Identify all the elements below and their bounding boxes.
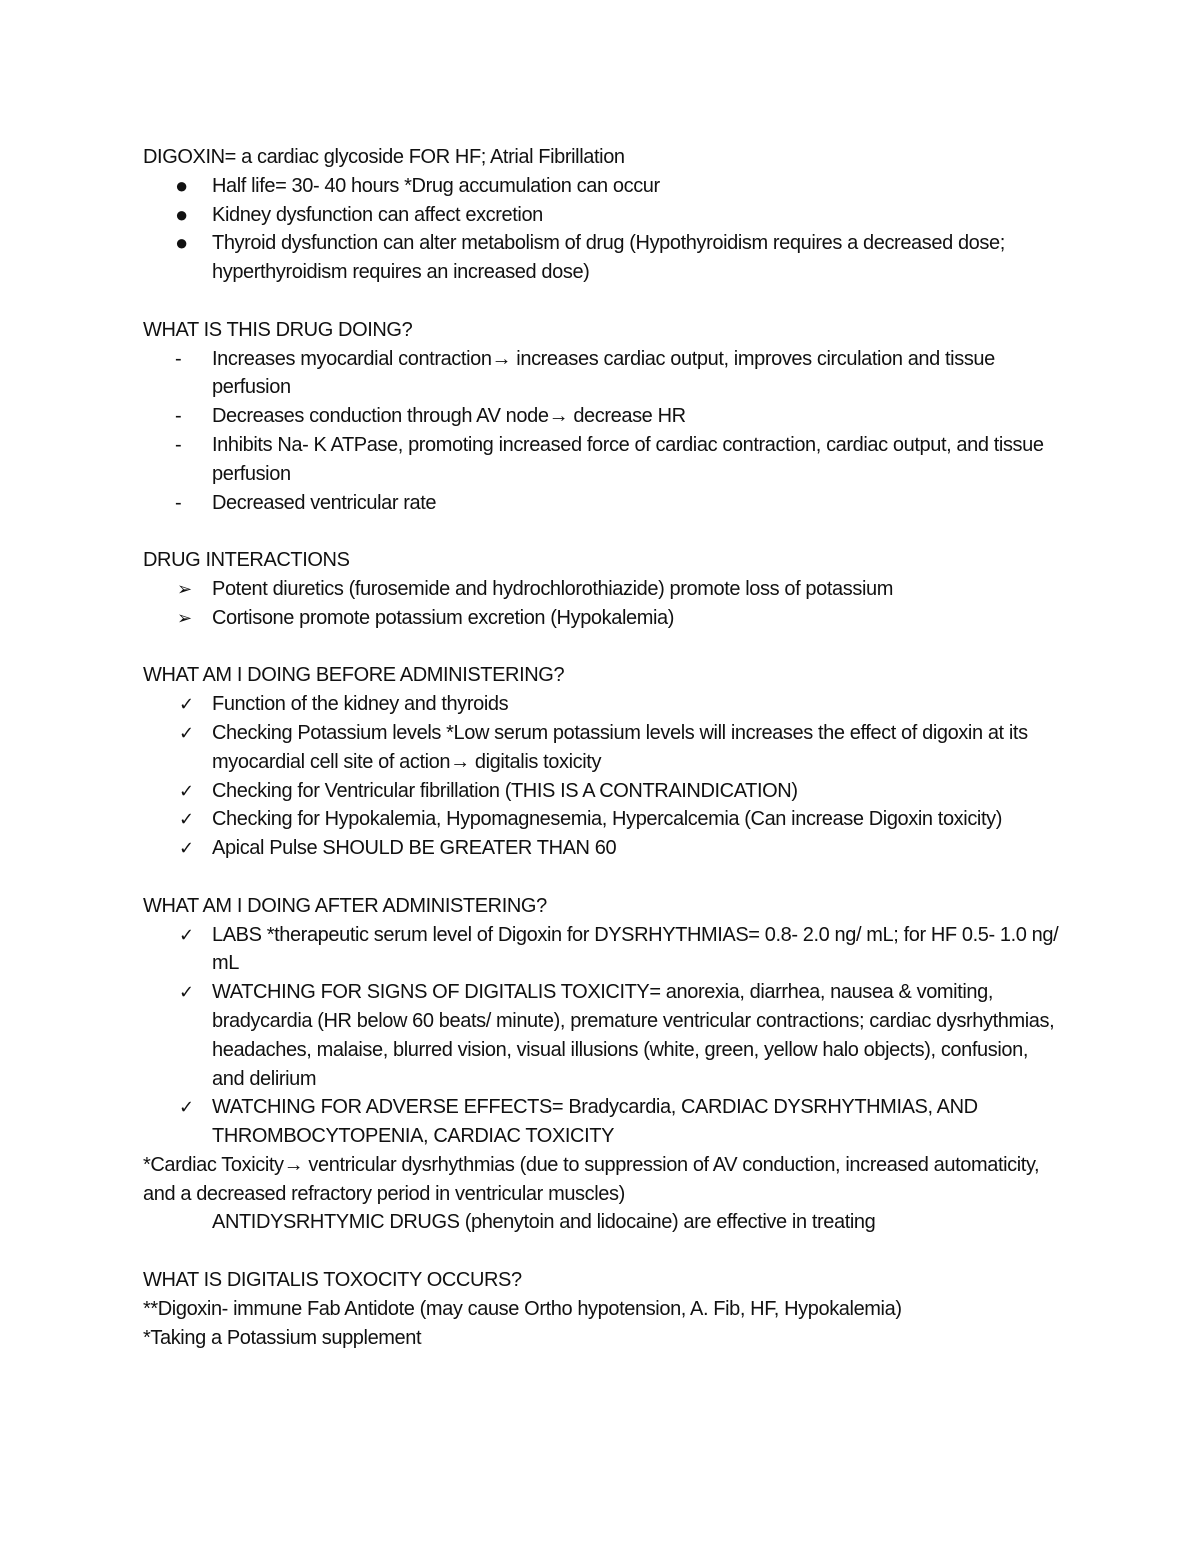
spacer (143, 633, 1063, 662)
list-item (143, 402, 1063, 431)
toxicity-line: **Digoxin- immune Fab Antidote (may cause Ortho hypotension, A. Fib, HF, Hypokalemia) (143, 1297, 902, 1320)
list-item (143, 690, 1063, 719)
checkmark-icon: ✓ (179, 722, 194, 743)
list-item-text: Checking for Ventricular fibrillation (THIS IS A CONTRAINDICATION) (212, 779, 798, 802)
checkmark-icon: ✓ (179, 694, 194, 715)
list-item-text: Decreased ventricular rate (212, 491, 437, 514)
arrowhead-bullet-icon: ➢ (177, 607, 192, 628)
bullet-dot-icon: ● (175, 230, 188, 256)
list-item (143, 719, 1063, 777)
list-item-text: Decreases conduction through AV node→ decrease HR (212, 405, 686, 428)
toxicity-line: *Taking a Potassium supplement (143, 1326, 422, 1349)
document-page (143, 143, 1063, 1352)
list-item-text: Inhibits Na- K ATPase, promoting increased force of cardiac contraction, cardiac output, and tissue perfusion (212, 433, 1044, 485)
section-heading: WHAT AM I DOING AFTER ADMINISTERING? (143, 894, 547, 917)
section-heading: WHAT IS THIS DRUG DOING? (143, 318, 413, 341)
cardiac-toxicity-note: *Cardiac Toxicity→ ventricular dysrhythmias (due to suppression of AV conduction, increased automaticity, and a decreased refractory period in ventricular muscles) (143, 1153, 1040, 1205)
list-item (143, 575, 1063, 604)
checkmark-icon: ✓ (179, 838, 194, 859)
section-heading: WHAT AM I DOING BEFORE ADMINISTERING? (143, 664, 565, 687)
checkmark-icon: ✓ (179, 924, 194, 945)
list-item-text: Checking Potassium levels *Low serum potassium levels will increases the effect of digoxin at its myocardial cell site of action→ digitalis toxicity (212, 721, 1028, 773)
list-item (143, 604, 1063, 633)
dash-bullet-icon: - (175, 347, 182, 370)
arrowhead-bullet-icon: ➢ (177, 578, 192, 599)
list-item (143, 834, 1063, 863)
list-item-text: WATCHING FOR SIGNS OF DIGITALIS TOXICITY= anorexia, diarrhea, nausea & vomiting, bradycardia (HR below 60 beats/ minute), premature ventricular contractions; cardiac dysrhythmias, headaches, malaise, blurred vision, visual illusions (white, green, yellow halo objects), confusion, and delirium (212, 981, 1055, 1090)
list-item-text: Function of the kidney and thyroids (212, 693, 509, 716)
checkmark-icon: ✓ (179, 982, 194, 1003)
bullet-dot-icon: ● (175, 201, 188, 227)
dash-bullet-icon: - (175, 405, 182, 428)
list-item (143, 172, 1063, 201)
list-item (143, 431, 1063, 489)
list-item (143, 777, 1063, 806)
checkmark-icon: ✓ (179, 780, 194, 801)
list-item-text: Half life= 30- 40 hours *Drug accumulation can occur (212, 174, 660, 197)
bullet-dot-icon: ● (175, 172, 188, 198)
list-item (143, 1093, 1063, 1151)
list-item (143, 805, 1063, 834)
list-item (143, 229, 1063, 287)
dash-bullet-icon: - (175, 433, 182, 456)
list-item (143, 978, 1063, 1093)
list-item-text: Increases myocardial contraction→ increases cardiac output, improves circulation and tissue perfusion (212, 347, 995, 399)
list-item (143, 201, 1063, 230)
spacer (143, 517, 1063, 546)
document-title: DIGOXIN= a cardiac glycoside FOR HF; Atrial Fibrillation (143, 146, 625, 168)
list-item-text: Apical Pulse SHOULD BE GREATER THAN 60 (212, 837, 617, 860)
section-heading: DRUG INTERACTIONS (143, 549, 350, 572)
checkmark-icon: ✓ (179, 809, 194, 830)
spacer (143, 863, 1063, 892)
list-item (143, 921, 1063, 979)
list-item-text: Cortisone promote potassium excretion (Hypokalemia) (212, 606, 675, 629)
list-item-text: LABS *therapeutic serum level of Digoxin for DYSRHYTHMIAS= 0.8- 2.0 ng/ mL; for HF 0.5- 1.0 ng/ mL (212, 923, 1059, 975)
list-item-text: WATCHING FOR ADVERSE EFFECTS= Bradycardia, CARDIAC DYSRHYTHMIAS, AND THROMBOCYTOPENIA, CARDIAC TOXICITY (212, 1096, 978, 1148)
section-heading: WHAT IS DIGITALIS TOXOCITY OCCURS? (143, 1269, 522, 1292)
list-item-text: Kidney dysfunction can affect excretion (212, 203, 543, 226)
antidysrhythmic-note: ANTIDYSRHTYMIC DRUGS (phenytoin and lidocaine) are effective in treating (212, 1211, 876, 1234)
spacer (143, 287, 1063, 316)
list-item (143, 345, 1063, 403)
list-item-text: Thyroid dysfunction can alter metabolism of drug (Hypothyroidism requires a decreased dose; hyperthyroidism requires an increased dose) (212, 232, 1005, 284)
list-item (143, 489, 1063, 518)
spacer (143, 1237, 1063, 1266)
list-item-text: Checking for Hypokalemia, Hypomagnesemia, Hypercalcemia (Can increase Digoxin toxicity) (212, 808, 1002, 831)
dash-bullet-icon: - (175, 491, 182, 514)
checkmark-icon: ✓ (179, 1097, 194, 1118)
list-item-text: Potent diuretics (furosemide and hydrochlorothiazide) promote loss of potassium (212, 577, 893, 600)
